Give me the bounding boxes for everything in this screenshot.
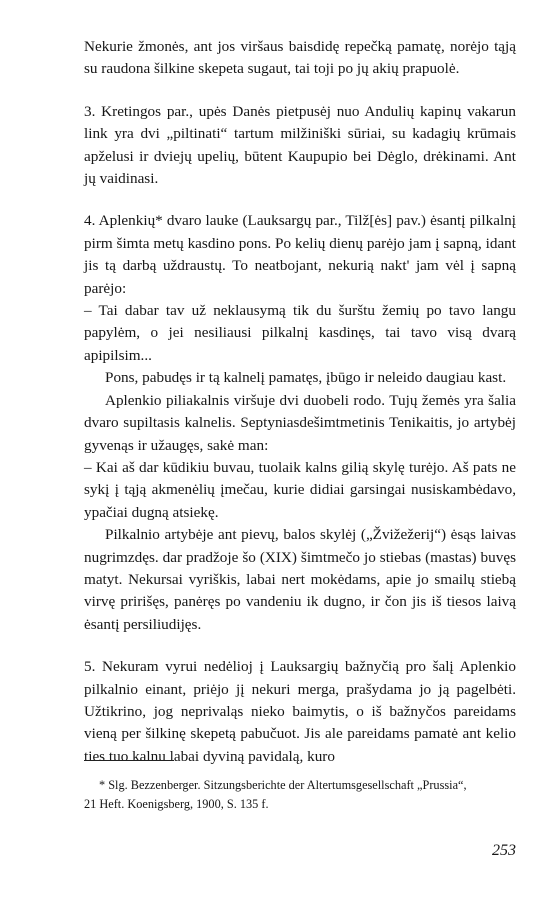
paragraph-7: – Kai aš dar kūdikiu buvau, tuolaik kalns gilią skylę turėjo. Aš pats ne sykį į tąją akmenėlių įmečau, kurie didiai garsingai nusiskambėdavo, ypačiai dugną atsiekę. — [84, 458, 516, 521]
body-text — [84, 36, 516, 768]
page-number: 253 — [492, 842, 516, 859]
paragraph-5: Pons, pabudęs ir tą kalnelį pamatęs, įbūgo ir neleido daugiau kast. — [105, 369, 507, 387]
paragraph-4: – Tai dabar tav už neklausymą tik du šurštu žemių po tavo langu papylėm, o jei nesiliausi pilkalnį kasdinęs, tai tavo visą dvarą apipilsim... — [84, 302, 516, 364]
footnote-line-1: * Slg. Bezzenberger. Sitzungsberichte der Altertumsgesellschaft „Prussia“, — [99, 778, 467, 792]
footnote — [84, 776, 516, 814]
paragraph-9: 5. Nekuram vyrui nedėlioj į Lauksargių bažnyčią pro šalį Aplenkio pilkalnio einant, priėjo jį nekuri merga, prašydama jo ją pagelbėti. Užtikrino, jog neprivaląs nieko baimytis, o iš bažnyčos pareidams vieną per šilkinę skepetą pabučuot. Jis ale pareidams pamatė ant kelio ties tuo kalnu labai dyviną pavidalą, kuro — [84, 658, 516, 765]
paragraph-8: Pilkalnio artybėje ant pievų, balos skylėj („Žvižežerij“) ėsąs laivas nugrimzdęs. dar pradžoje šo (XIX) šimtmečo jo stiebas (mastas) buvęs matyt. Nekursai vyriškis, labai nert mokėdams, apie jo smailų stiebą virvę pririšęs, panėręs po vandeniu ik dugno, ir čon jis iš tiesos laivą ėsantį persiliudijęs. — [84, 526, 516, 633]
footnote-line-2: 21 Heft. Koenigsberg, 1900, S. 135 f. — [84, 797, 269, 811]
paragraph-3: 4. Aplenkių* dvaro lauke (Lauksargų par., Tilž[ės] pav.) ėsantį pilkalnį pirm šimta metų kasdino pons. Po kelių dienų parėjo jam į sapną, idant jis tą darbą uždraustų. To neatbojant, nekurią nakt' jam vėl į sapną parėjo: — [84, 212, 516, 297]
paragraph-2: 3. Kretingos par., upės Danės pietpusėj nuo Andulių kapinų vakarun link yra dvi „piltinati“ tartum milžiniški sūriai, su kadagių krūmais apželusi ir dviejų upelių, būtent Kaupupio bei Dėglo, drėkinami. Ant jų vaidinasi. — [84, 102, 516, 188]
paragraph-1: Nekurie žmonės, ant jos viršaus baisdidę repečką pamatę, norėjo tąją su raudona šilkine skepeta sugaut, tai toji po jų akių prapuolė. — [84, 38, 516, 78]
paragraph-6: Aplenkio piliakalnis viršuje dvi duobeli rodo. Tujų žemės yra šalia dvaro supiltasis kalnelis. Septyniasdešimtmetinis Tenikaitis, jo artybėj gyvenąs ir užaugęs, sakė man: — [84, 391, 516, 454]
footnote-divider — [84, 760, 174, 761]
